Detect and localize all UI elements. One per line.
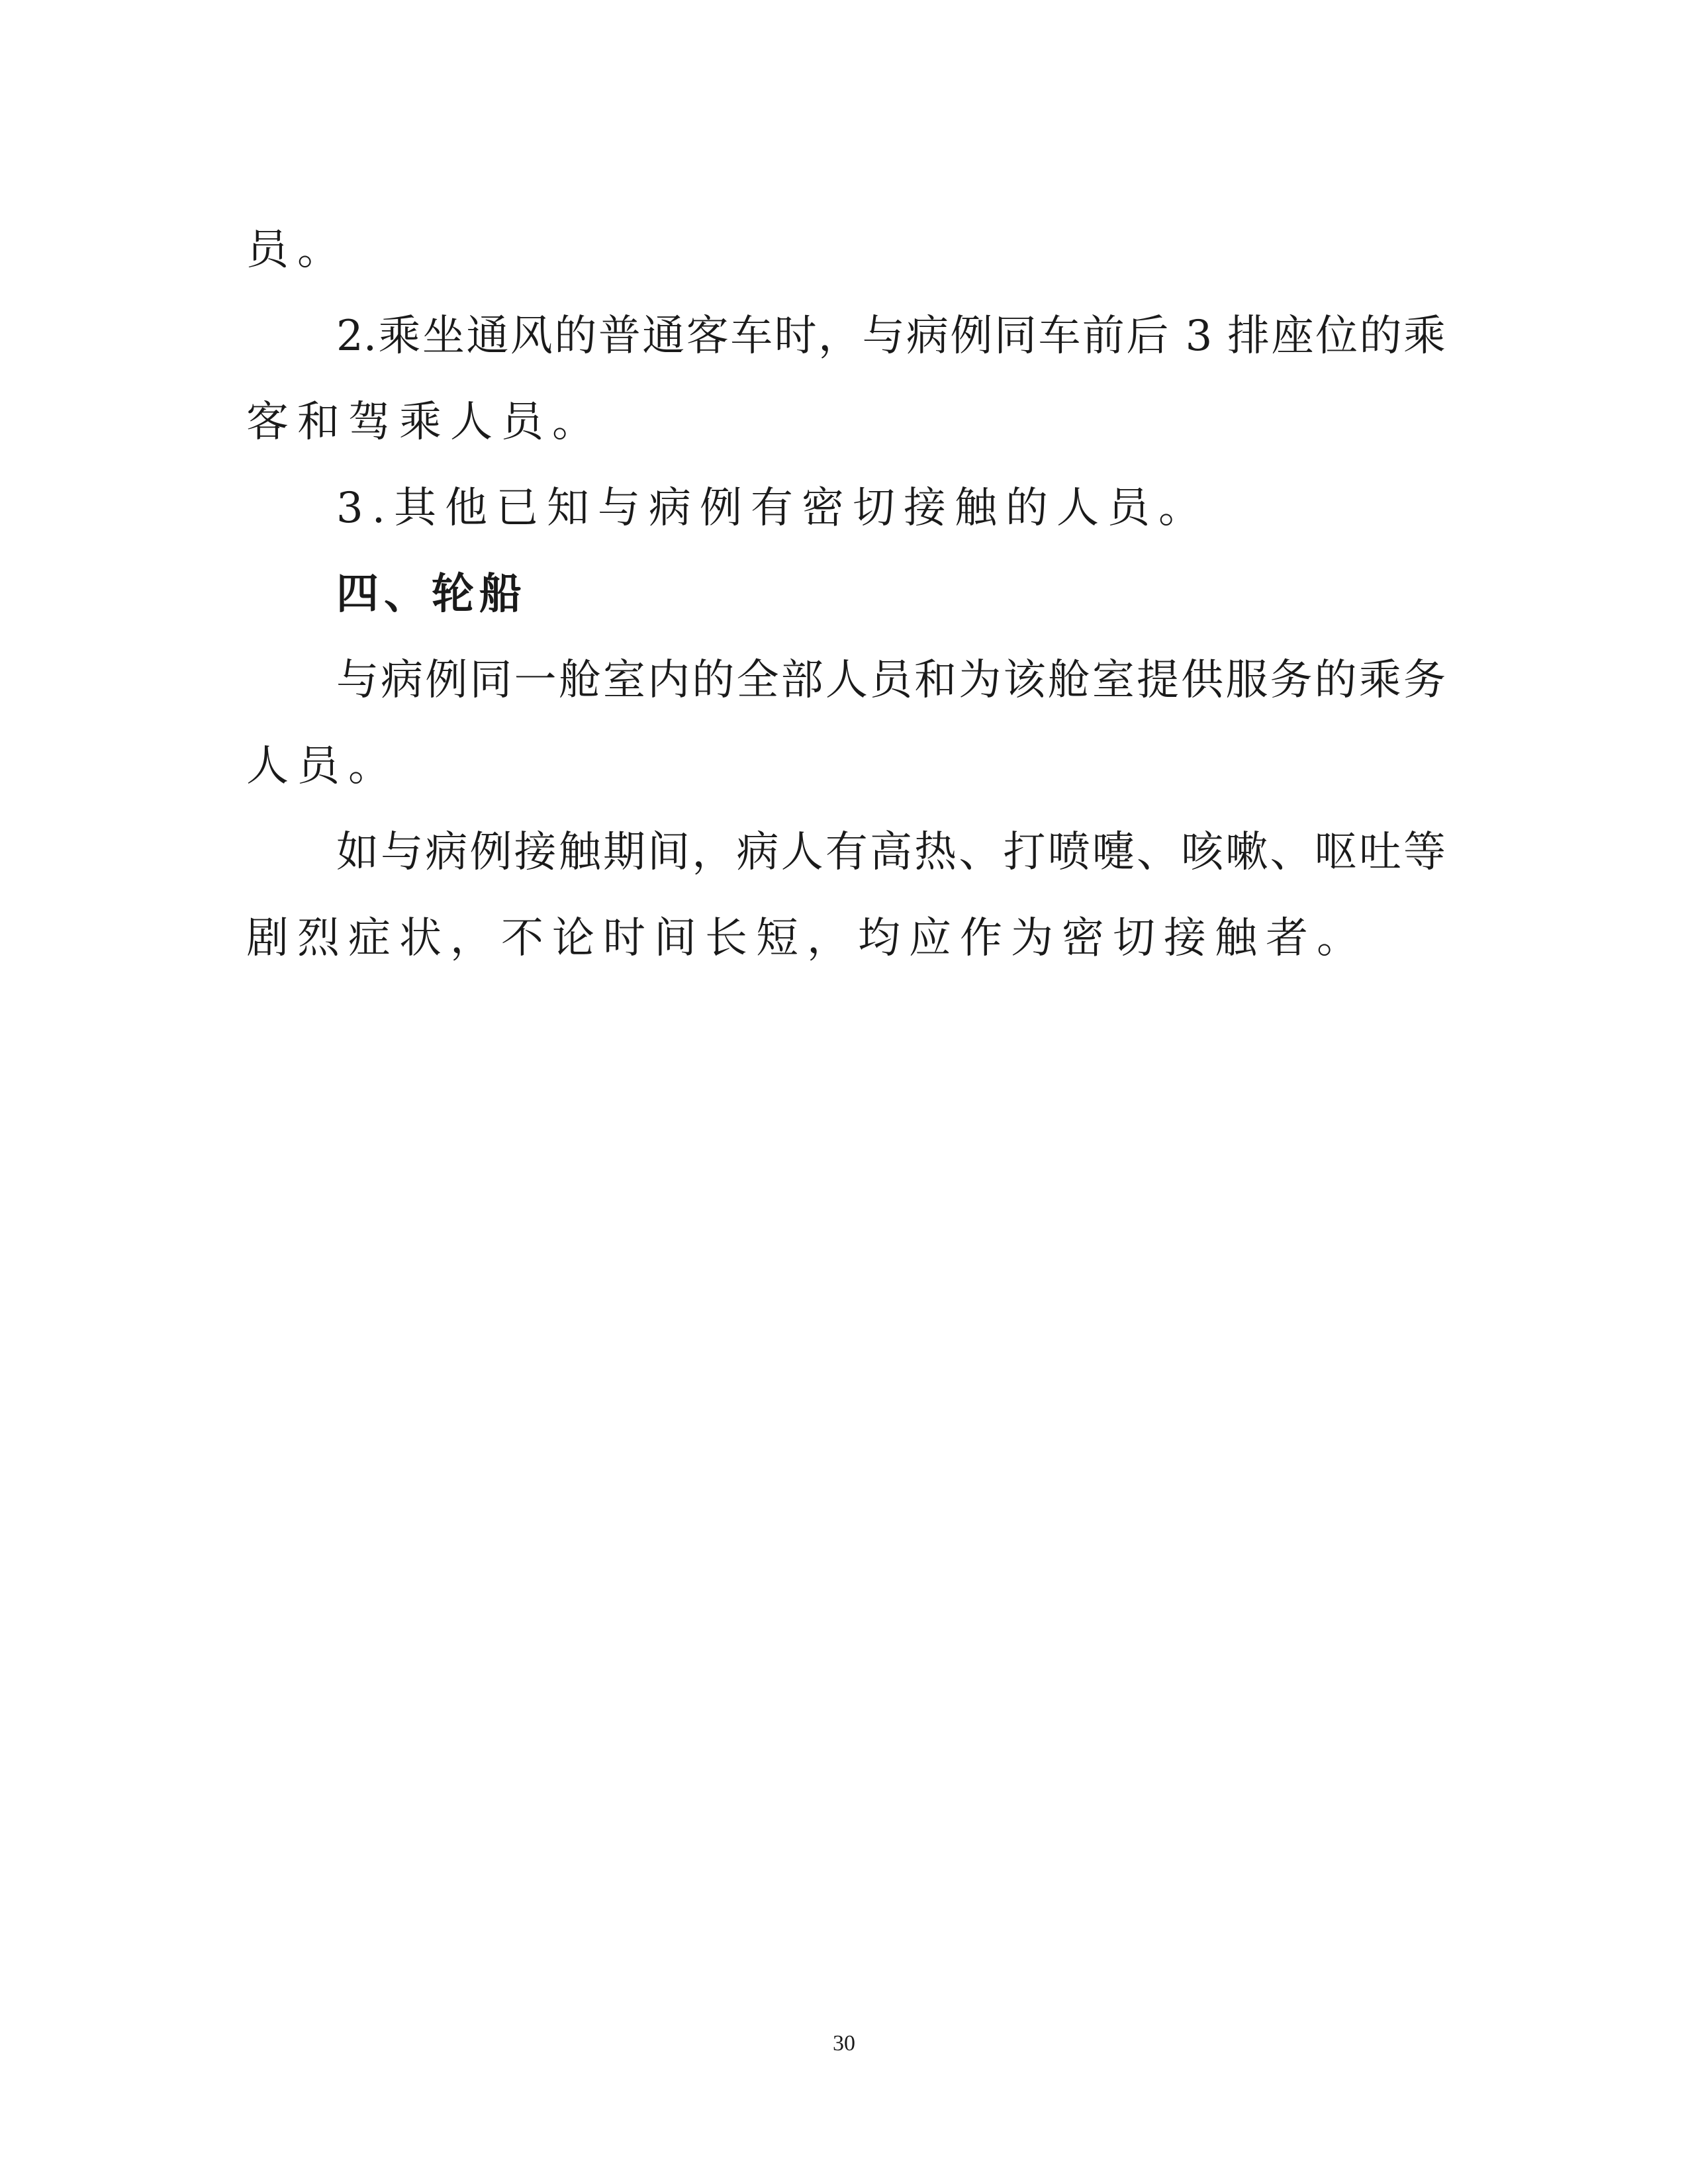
page-number: 30 — [833, 2031, 855, 2056]
list-item-2-line-1: 2.乘坐通风的普通客车时，与病例同车前后 3 排座位的乘 — [336, 312, 1446, 361]
list-item-3: 3.其他已知与病例有密切接触的人员。 — [336, 484, 1210, 533]
section-heading: 四、轮船 — [336, 570, 527, 619]
symptoms-paragraph-line-2: 剧烈症状，不论时间长短，均应作为密切接触者。 — [246, 914, 1368, 963]
symptoms-paragraph-line-1: 如与病例接触期间，病人有高热、打喷嚏、咳嗽、呕吐等 — [336, 828, 1446, 877]
paragraph-continuation-line: 员。 — [246, 226, 348, 275]
ship-paragraph-line-2: 人员。 — [246, 742, 399, 791]
ship-paragraph-line-1: 与病例同一舱室内的全部人员和为该舱室提供服务的乘务 — [336, 656, 1446, 705]
list-item-2-line-2: 客和驾乘人员。 — [246, 398, 603, 447]
